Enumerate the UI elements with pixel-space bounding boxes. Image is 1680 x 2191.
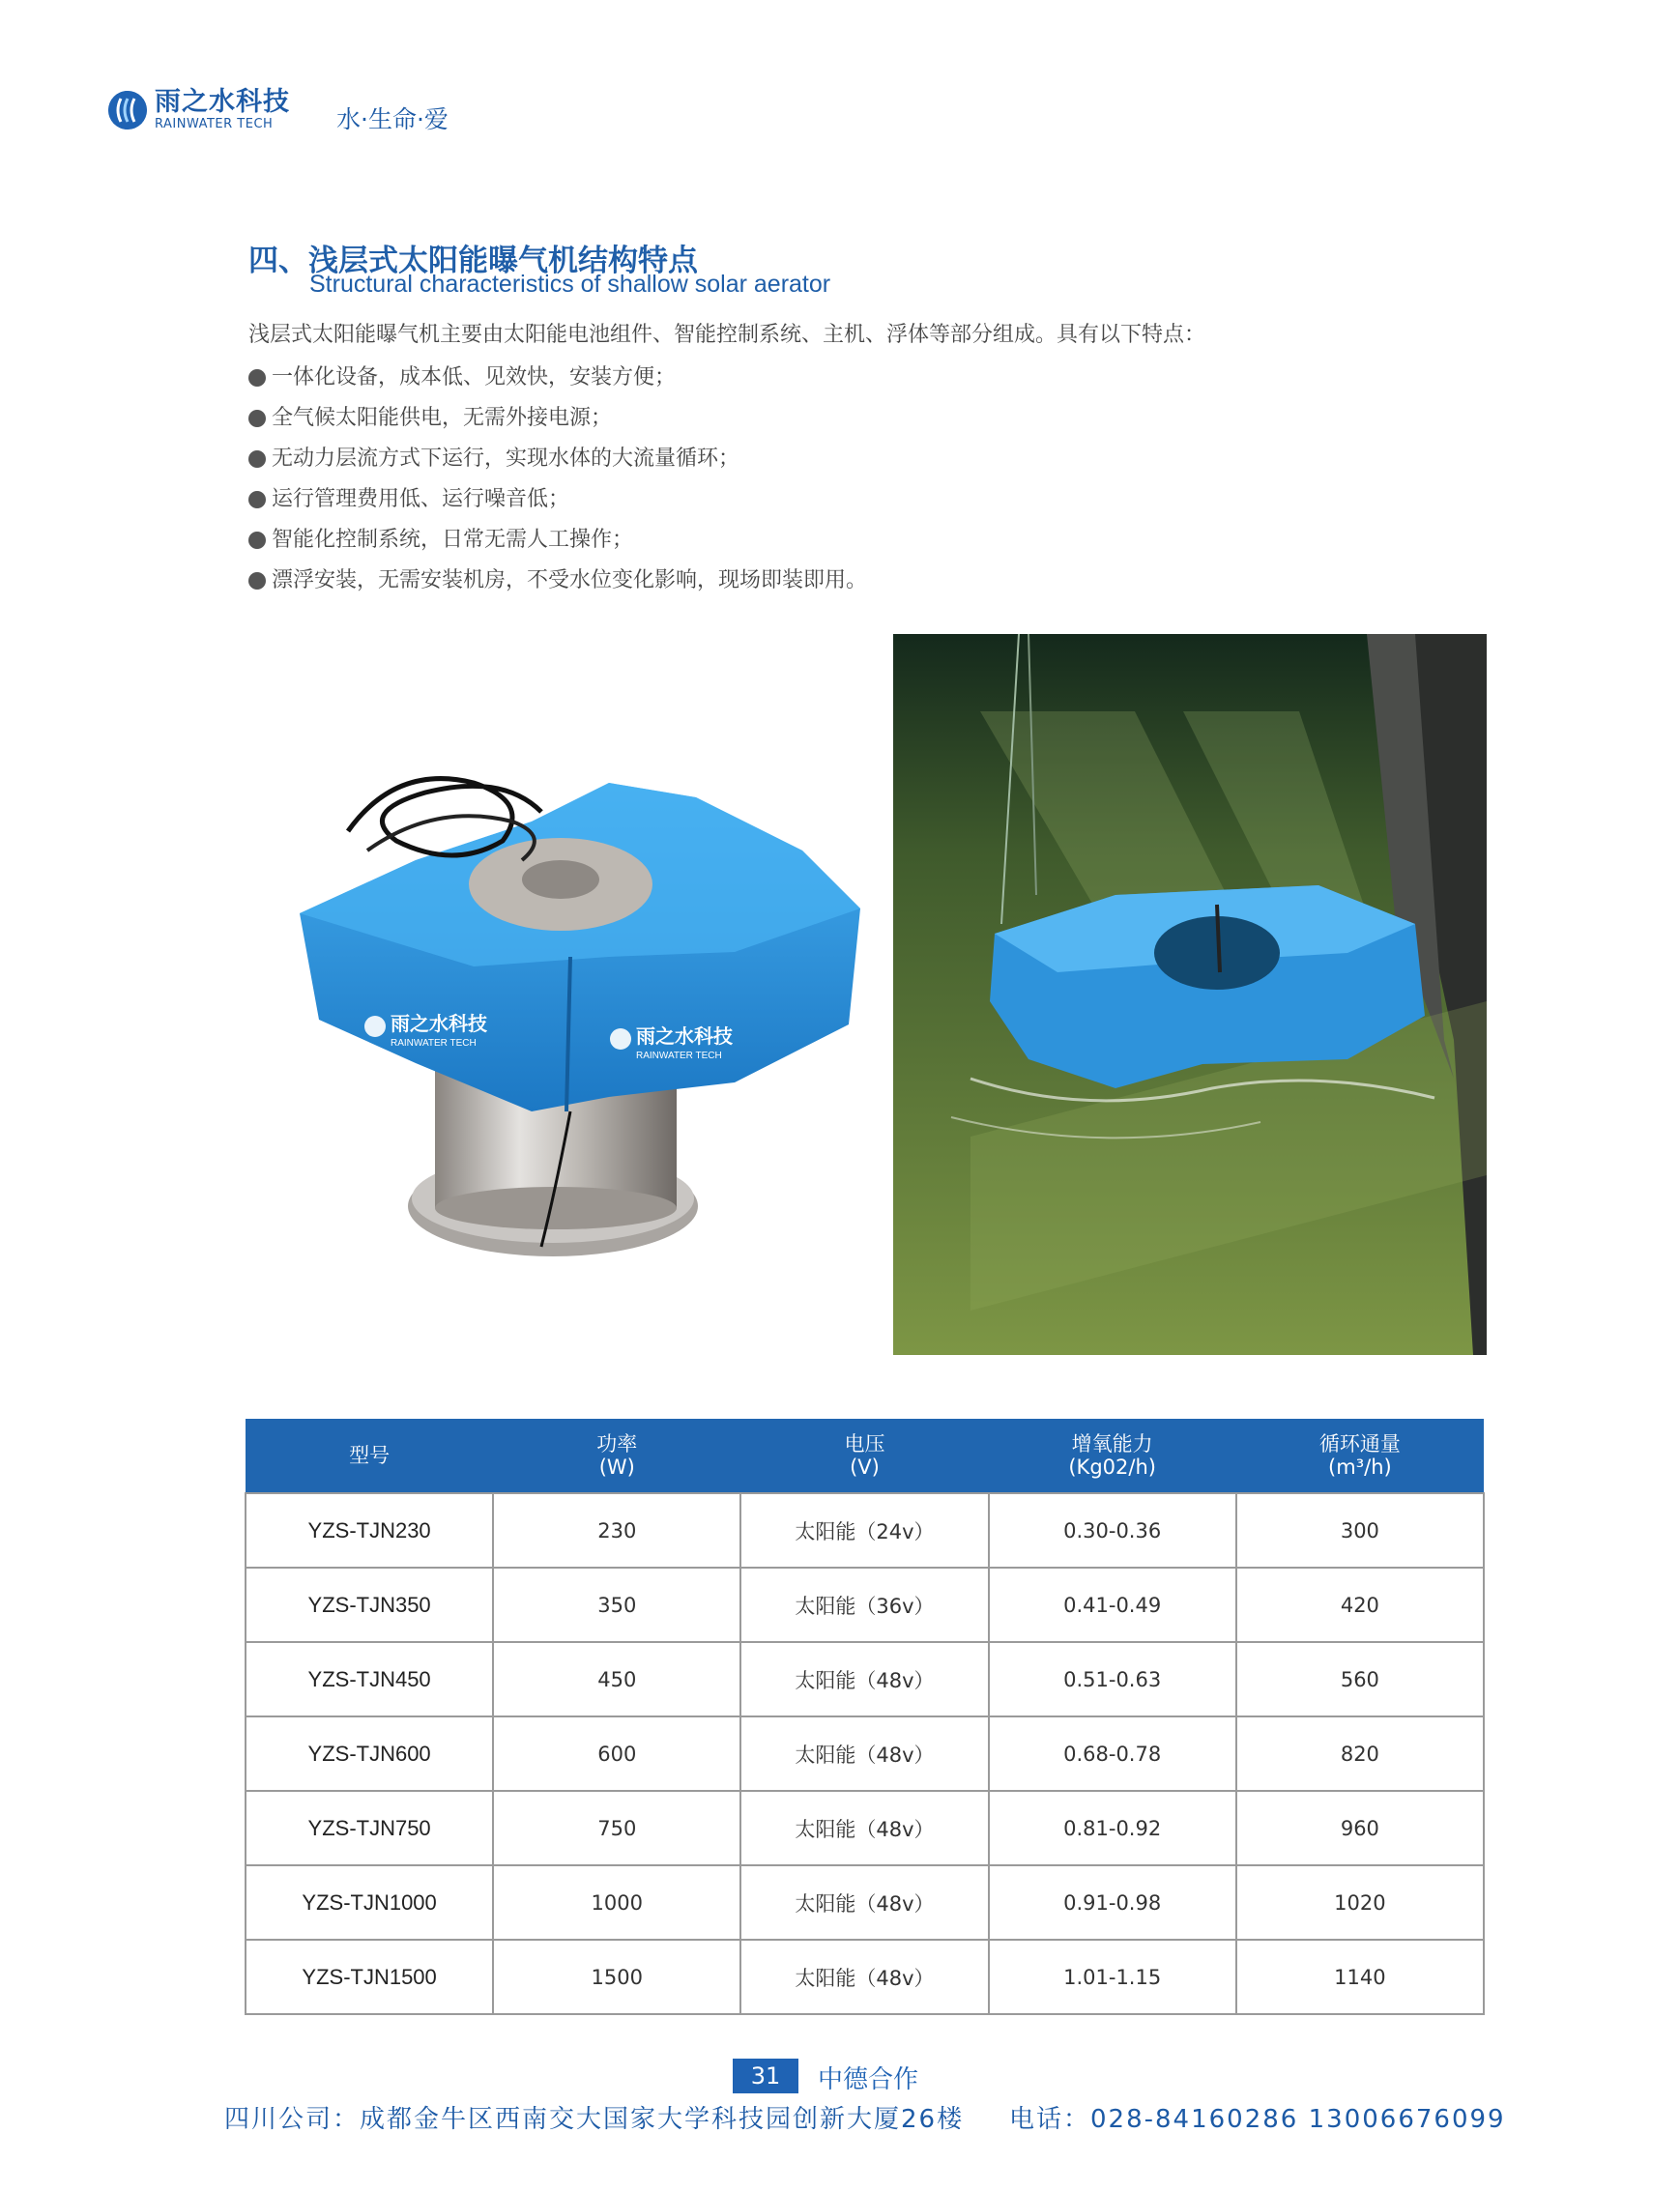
cell-oxygen: 0.51-0.63 — [989, 1642, 1236, 1716]
list-item: 无动力层流方式下运行，实现水体的大流量循环； — [248, 439, 867, 479]
svg-text:雨之水科技: 雨之水科技 — [391, 1012, 487, 1035]
header-model: 型号 — [246, 1419, 493, 1493]
table-header-row — [246, 1419, 1484, 1493]
list-item: 全气候太阳能供电，无需外接电源； — [248, 398, 867, 439]
table-row — [246, 1940, 1484, 2014]
table-row — [246, 1493, 1484, 1568]
intro-paragraph: 浅层式太阳能曝气机主要由太阳能电池组件、智能控制系统、主机、浮体等部分组成。具有以下特点： — [248, 323, 1206, 347]
table-row — [246, 1865, 1484, 1940]
cell-voltage: 太阳能（48v） — [740, 1642, 988, 1716]
table-row — [246, 1791, 1484, 1865]
cell-voltage: 太阳能（48v） — [740, 1865, 988, 1940]
section-title-en: Structural characteristics of shallow solar aerator — [309, 271, 831, 298]
logo-name-en: RAINWATER TECH — [155, 117, 274, 131]
cell-oxygen: 0.30-0.36 — [989, 1493, 1236, 1568]
list-item: 智能化控制系统，日常无需人工操作； — [248, 520, 867, 561]
header-circulation-flow: 循环通量 (m³/h) — [1236, 1419, 1484, 1493]
company-logo — [108, 89, 290, 130]
cell-model: YZS-TJN600 — [246, 1716, 493, 1791]
cell-power: 450 — [493, 1642, 740, 1716]
company-phone: 电话：028-84160286 13006676099 — [1009, 2105, 1506, 2134]
cell-oxygen: 0.81-0.92 — [989, 1791, 1236, 1865]
cell-voltage: 太阳能（48v） — [740, 1716, 988, 1791]
bullet-icon — [248, 491, 266, 508]
header-power: 功率 (W) — [493, 1419, 740, 1493]
spec-table — [245, 1419, 1485, 2015]
cell-model: YZS-TJN350 — [246, 1568, 493, 1642]
cell-oxygen: 0.41-0.49 — [989, 1568, 1236, 1642]
aerator-product-photo — [280, 744, 876, 1285]
bullet-icon — [248, 572, 266, 590]
cell-power: 1000 — [493, 1865, 740, 1940]
cell-flow: 1020 — [1236, 1865, 1484, 1940]
cell-power: 230 — [493, 1493, 740, 1568]
cell-model: YZS-TJN1000 — [246, 1865, 493, 1940]
cell-flow: 300 — [1236, 1493, 1484, 1568]
cell-oxygen: 0.68-0.78 — [989, 1716, 1236, 1791]
section-title-cn: 四、浅层式太阳能曝气机结构特点 — [248, 244, 698, 278]
cell-voltage: 太阳能（24v） — [740, 1493, 988, 1568]
cell-model: YZS-TJN750 — [246, 1791, 493, 1865]
slogan: 水·生命·爱 — [336, 105, 449, 133]
header-voltage: 电压 (V) — [740, 1419, 988, 1493]
table-row — [246, 1568, 1484, 1642]
cell-model: YZS-TJN230 — [246, 1493, 493, 1568]
svg-text:雨之水科技: 雨之水科技 — [636, 1024, 733, 1048]
cell-power: 600 — [493, 1716, 740, 1791]
cell-flow: 960 — [1236, 1791, 1484, 1865]
bullet-icon — [248, 410, 266, 427]
logo-name-cn: 雨之水科技 — [155, 87, 290, 117]
page-number: 31 — [733, 2059, 798, 2093]
list-item: 一体化设备，成本低、见效快，安装方便； — [248, 358, 867, 398]
cell-voltage: 太阳能（48v） — [740, 1791, 988, 1865]
company-address: 四川公司：成都金牛区西南交大国家大学科技园创新大厦26楼 — [224, 2105, 965, 2134]
svg-text:RAINWATER TECH: RAINWATER TECH — [636, 1051, 722, 1061]
cell-flow: 560 — [1236, 1642, 1484, 1716]
table-row — [246, 1642, 1484, 1716]
rainwater-logo-icon — [108, 91, 147, 130]
cell-flow: 420 — [1236, 1568, 1484, 1642]
feature-list — [248, 358, 867, 601]
header-oxygen-capacity: 增氧能力 (Kg02/h) — [989, 1419, 1236, 1493]
cell-model: YZS-TJN1500 — [246, 1940, 493, 2014]
cell-power: 750 — [493, 1791, 740, 1865]
bullet-icon — [248, 450, 266, 468]
cell-power: 1500 — [493, 1940, 740, 2014]
cell-model: YZS-TJN450 — [246, 1642, 493, 1716]
cell-voltage: 太阳能（48v） — [740, 1940, 988, 2014]
svg-text:RAINWATER TECH: RAINWATER TECH — [391, 1038, 477, 1049]
cell-flow: 820 — [1236, 1716, 1484, 1791]
cell-oxygen: 0.91-0.98 — [989, 1865, 1236, 1940]
table-row — [246, 1716, 1484, 1791]
aerator-in-water-photo — [893, 634, 1487, 1355]
cell-oxygen: 1.01-1.15 — [989, 1940, 1236, 2014]
bullet-icon — [248, 532, 266, 549]
cell-voltage: 太阳能（36v） — [740, 1568, 988, 1642]
cell-power: 350 — [493, 1568, 740, 1642]
page-tag: 中德合作 — [818, 2065, 919, 2094]
bullet-icon — [248, 369, 266, 387]
list-item: 漂浮安装，无需安装机房，不受水位变化影响，现场即装即用。 — [248, 561, 867, 601]
cell-flow: 1140 — [1236, 1940, 1484, 2014]
list-item: 运行管理费用低、运行噪音低； — [248, 479, 867, 520]
